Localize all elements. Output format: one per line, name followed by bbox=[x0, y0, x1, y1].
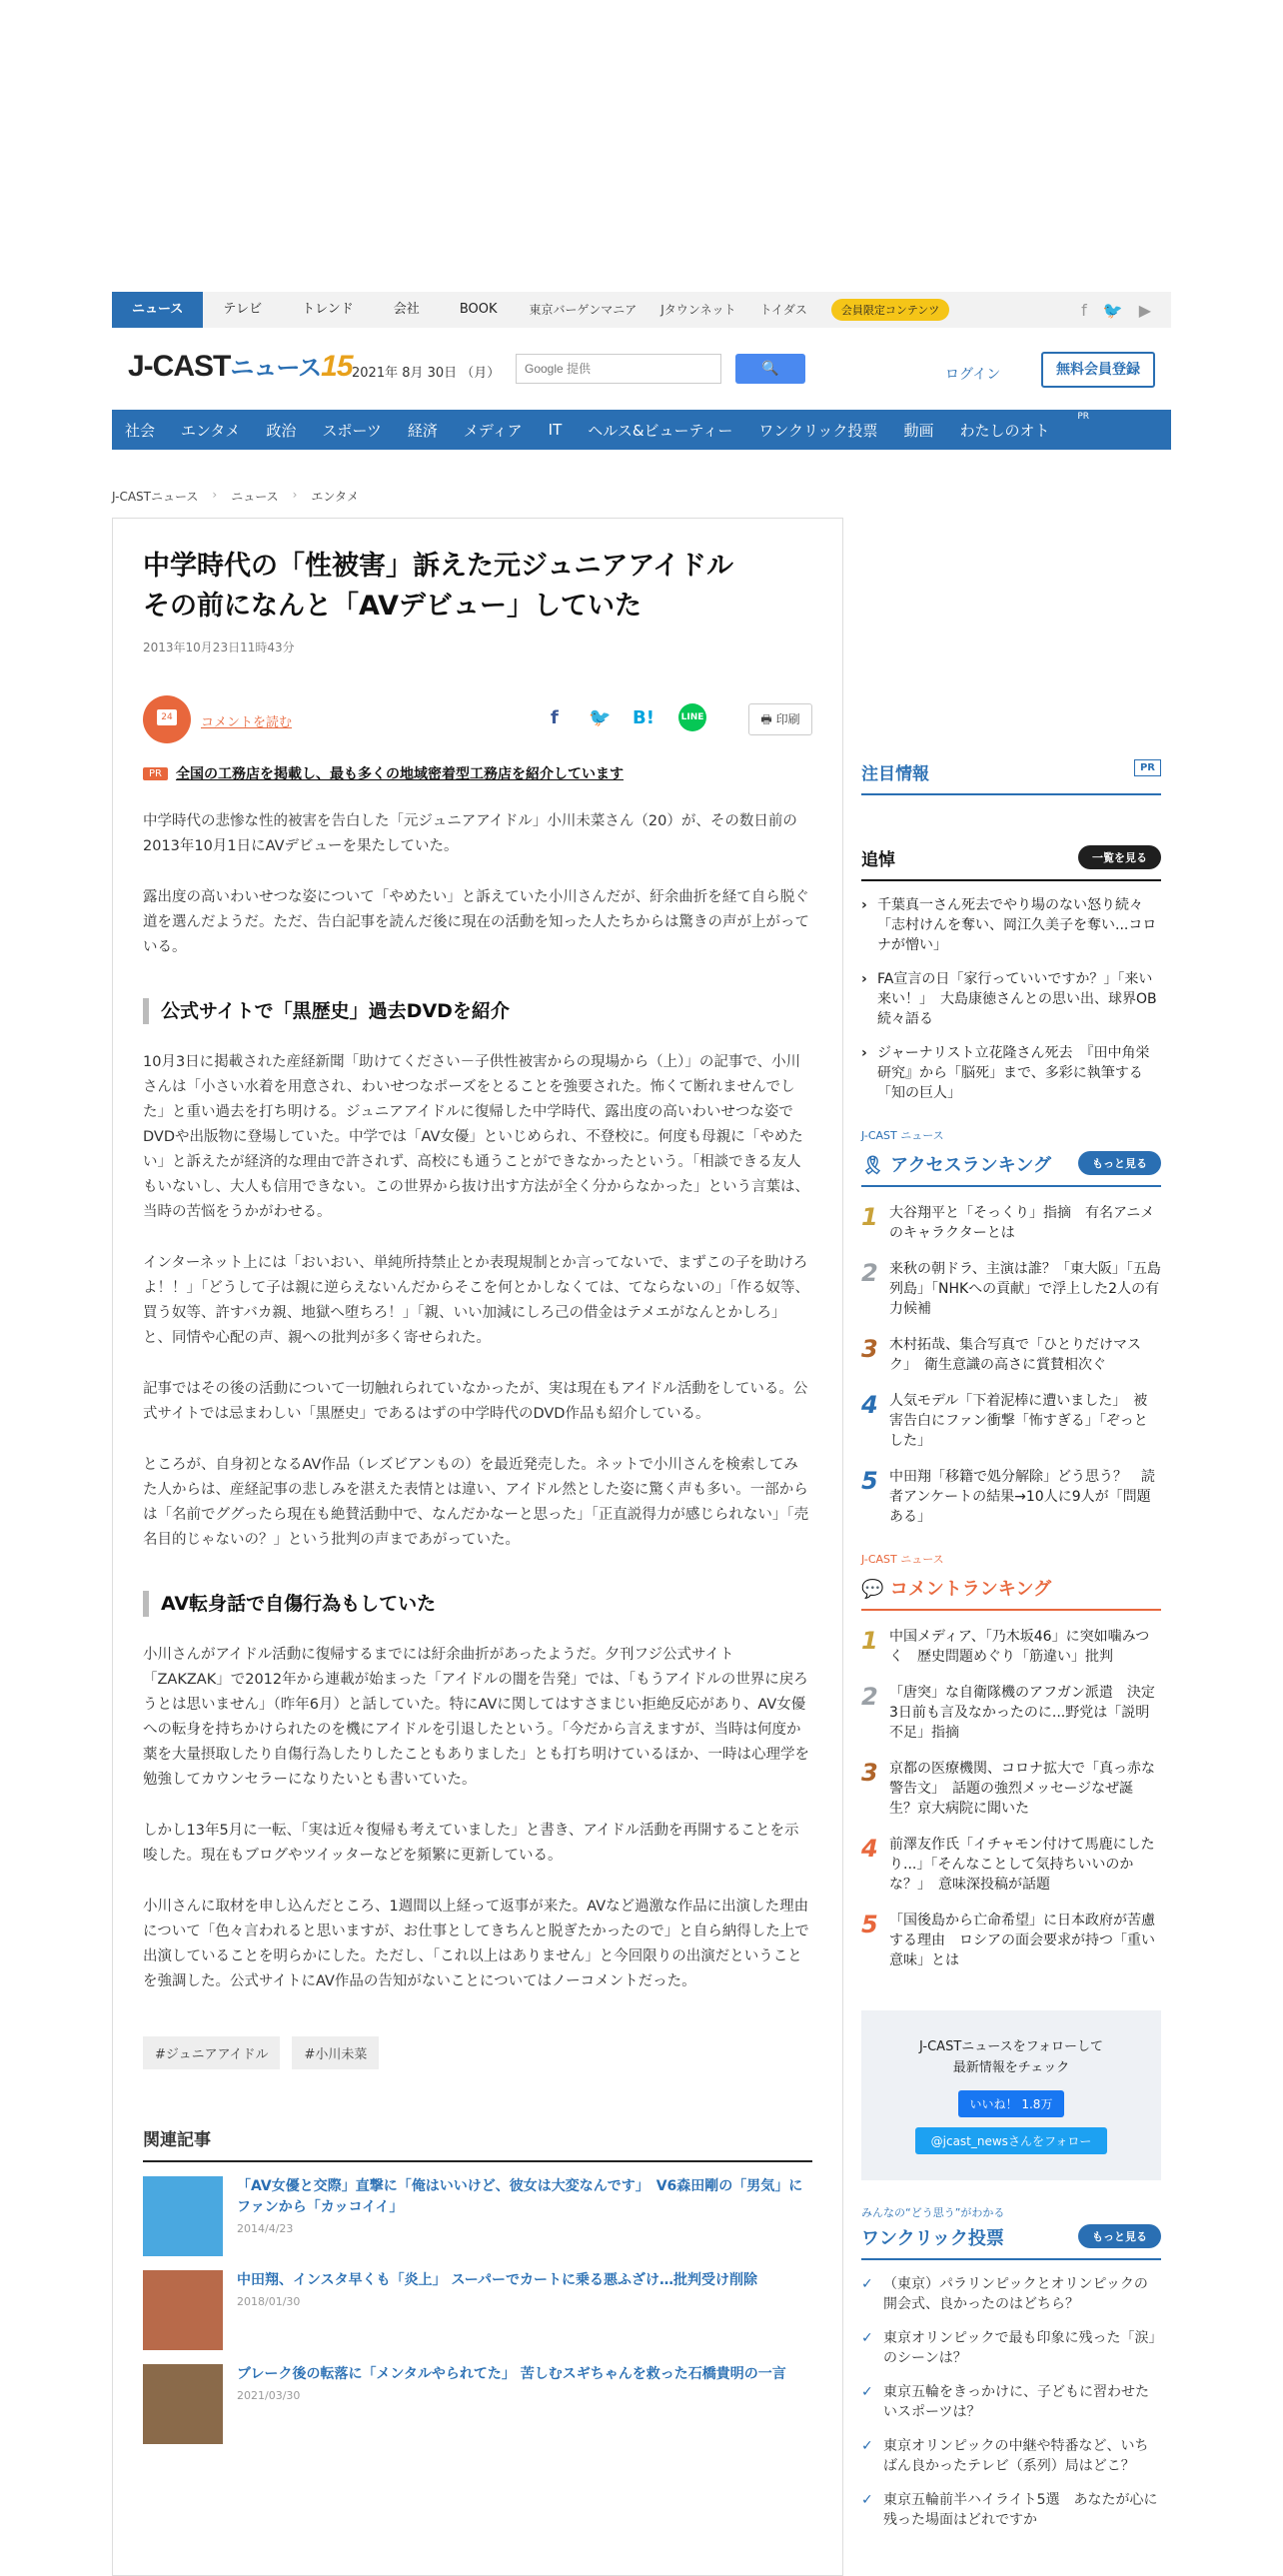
twitter-icon[interactable]: 🐦 bbox=[1102, 300, 1123, 320]
poll-item[interactable]: ✓ 東京オリンピックの中継や特番など、いちばん良かったテレビ（系列）局はどこ？ bbox=[861, 2436, 1161, 2476]
ranking-item[interactable]: 5 「国後島から亡命希望」に日本政府が苦慮する理由 ロシアの面会要求が持つ「重い意味」とは bbox=[861, 1911, 1155, 1968]
related-thumbnail[interactable] bbox=[143, 2176, 223, 2256]
share-bar bbox=[143, 695, 812, 743]
topnav-news[interactable]: ニュース bbox=[112, 292, 203, 328]
related-thumbnail[interactable] bbox=[143, 2364, 223, 2444]
section-heading: AV転身話で自傷行為もしていた bbox=[143, 1591, 812, 1617]
youtube-icon[interactable]: ▶ bbox=[1138, 300, 1151, 320]
speech-bubble-icon: 💬 bbox=[861, 1579, 884, 1600]
cat-politics[interactable]: 政治 bbox=[266, 421, 297, 440]
article-title: 中学時代の「性被害」訴えた元ジュニアアイドル その前になんと「AVデビュー」していた bbox=[143, 551, 734, 622]
pr-line[interactable] bbox=[143, 763, 812, 783]
paragraph: 10月3日に掲載された産経新聞「助けてください－子供性被害からの現場から（上）」の記事で、小川さんは「小さい水着を用意され、わいせつなポーズをとることを強要された。怖くて断れませんでした」と重い過去を打ち明ける。ジュニアアイドルに復帰した中学時代、露出度の高いわいせつな姿でDVDや出版物に登場していた。中学では「AV女優」といじめられ、不登校に。何度も母親に「やめたい」と訴えたが経済的な理由で許されず、高校にも通うことができなかったという。「相談できる友人もいないし、大人も信用できない。この世界から抜け出す方法が全く分からなかった」という言葉は、当時の苦悩をうかがわせる。 bbox=[143, 1054, 809, 1220]
related-heading: 関連記事 bbox=[143, 2125, 812, 2162]
category-nav bbox=[112, 410, 1171, 450]
search-button[interactable] bbox=[735, 354, 805, 384]
search-input[interactable] bbox=[516, 354, 721, 384]
ribbon-icon: 🎗 bbox=[861, 1155, 884, 1176]
poll-item[interactable]: ✓ 東京オリンピックで最も印象に残った「涙」のシーンは？ bbox=[861, 2328, 1161, 2368]
cat-sports[interactable]: スポーツ bbox=[322, 421, 382, 440]
current-date: 2021年 8月 30日 （月） bbox=[352, 366, 501, 381]
paragraph: 露出度の高いわいせつな姿について「やめたい」と訴えていた小川さんだが、紆余曲折を経て自ら脱ぐ道を選んだようだ。ただ、告白記事を読んだ後に現在の活動を知った人たちからは驚きの声が上がっている。 bbox=[143, 889, 809, 955]
print-button[interactable]: 🖶 印刷 bbox=[748, 703, 812, 735]
cat-entame[interactable]: エンタメ bbox=[181, 421, 241, 440]
article bbox=[112, 518, 843, 2576]
topnav-jtown[interactable]: Jタウンネット bbox=[660, 303, 736, 317]
ranking-item[interactable]: 3 京都の医療機関、コロナ拡大で「真っ赤な警告文」 話題の強烈メッセージなぜ誕生？京大病院に聞いた bbox=[861, 1759, 1155, 1817]
crumb-news[interactable]: ニュース bbox=[231, 490, 279, 504]
cat-health[interactable]: ヘルス&ビューティー bbox=[588, 421, 733, 440]
section-heading: 公式サイトで「黒歴史」過去DVDを紹介 bbox=[143, 998, 812, 1024]
hatena-share-icon[interactable]: B! bbox=[633, 707, 654, 728]
related-item[interactable]: 「AV女優と交際」直撃に「俺はいいけど、彼女は大変なんです」 V6森田剛の「男気」にファンから「カッコイイ」 2014/4/23 bbox=[143, 2176, 812, 2256]
ranking-item[interactable]: 2 来秋の朝ドラ、主演は誰？「東大阪」「五島列島」「NHKへの貢献」で浮上した2人の有力候補 bbox=[861, 1259, 1161, 1317]
poll-item[interactable]: ✓ 東京五輪をきっかけに、子どもに習わせたいスポーツは？ bbox=[861, 2382, 1161, 2422]
follow-box bbox=[861, 2010, 1161, 2180]
tag[interactable]: #ジュニアアイドル bbox=[143, 2036, 280, 2069]
topnav-trend[interactable]: トレンド bbox=[302, 302, 354, 317]
line-share-icon[interactable]: LINE bbox=[678, 703, 706, 731]
comment-icon[interactable]: 24 bbox=[143, 695, 191, 743]
site-header bbox=[112, 340, 1171, 400]
follow-text: J-CASTニュースをフォローして 最新情報をチェック bbox=[919, 2039, 1103, 2075]
cat-economy[interactable]: 経済 bbox=[407, 421, 438, 440]
topnav-book[interactable]: BOOK bbox=[459, 302, 498, 317]
login-link[interactable]: ログイン bbox=[945, 367, 1001, 383]
paragraph: 小川さんがアイドル活動に復帰するまでには紆余曲折があったようだ。夕刊フジ公式サイト「ZAKZAK」で2012年から連載が始まった「アイドルの闇を告発」では、「もうアイドルの世界に戻ろうとは思いません」（昨年6月）と話していた。特にAVに関してはすさまじい拒絶反応があり、AV女優への転身を持ちかけられたのを機にアイドルを引退したという。「今だから言えますが、当時は何度か薬を大量摂取したり自傷行為したりしたこともありました」とも打ち明けているほか、一時は心理学を勉強してカウンセラーになりたいとも書いていた。 bbox=[143, 1647, 809, 1788]
poll-heading: ワンクリック投票 もっと見る bbox=[861, 2224, 1161, 2260]
article-date: 2013年10月23日11時43分 bbox=[143, 641, 295, 654]
cat-video[interactable]: 動画 bbox=[903, 421, 934, 440]
tag-list bbox=[143, 2036, 812, 2069]
facebook-share-icon[interactable]: f bbox=[551, 707, 559, 728]
read-comments-link[interactable]: コメントを読む bbox=[201, 715, 293, 730]
sidebar bbox=[861, 759, 1161, 2530]
poll-label: みんなの“どう思う”がわかる bbox=[861, 2206, 1005, 2219]
cat-media[interactable]: メディア bbox=[463, 421, 523, 440]
poll-more-button[interactable]: もっと見る bbox=[1078, 2224, 1161, 2248]
paragraph: 小川さんに取材を申し込んだところ、1週間以上経って返事が来た。AVなど過激な作品に出演した理由について「色々言われると思いますが、お仕事としてきちんと脱ぎたかったので」と自ら納得した上で出演していることを明らかにした。ただし、「これ以上はありません」と今回限りの出演だということを強調した。公式サイトにAV作品の告知がないことについてはノーコメントだった。 bbox=[143, 1899, 809, 1989]
topnav-company[interactable]: 会社 bbox=[393, 302, 420, 317]
ranking-item[interactable]: 1 中国メディア、「乃木坂46」に突如噛みつく 歴史問題めぐり「筋違い」批判 bbox=[861, 1627, 1150, 1665]
site-logo[interactable]: J-CASTニュース15 bbox=[128, 350, 353, 383]
paragraph: しかし13年5月に一転、「実は近々復帰も考えていました」と書き、アイドル活動を再開することを示唆した。現在もブログやツイッターなどを頻繁に更新している。 bbox=[143, 1823, 799, 1864]
attention-heading: 注目情報 PR bbox=[861, 759, 1161, 795]
paragraph: 記事ではその後の活動について一切触れられていなかったが、実は現在もアイドル活動をしている。公式サイトでは忌まわしい「黒歴史」であるはずの中学時代のDVD作品も紹介している。 bbox=[143, 1381, 808, 1422]
member-content-badge[interactable]: 会員限定コンテンツ bbox=[831, 299, 949, 321]
list-item[interactable]: › FA宣言の日「家行っていいですか？」「来い来い！」 大島康徳さんとの思い出、球界OB続々語る bbox=[861, 969, 1161, 1029]
ranking-item[interactable]: 5 中田翔「移籍で処分解除」どう思う？ 読者アンケートの結果→10人に9人が「問題ある」 bbox=[861, 1467, 1155, 1525]
access-more-button[interactable]: もっと見る bbox=[1078, 1151, 1161, 1175]
facebook-like-button[interactable]: いいね！ 1.8万 bbox=[958, 2090, 1065, 2117]
access-ranking-heading: 🎗 アクセスランキング もっと見る bbox=[861, 1151, 1161, 1187]
ranking-item[interactable]: 4 前澤友作氏「イチャモン付けて馬鹿にしたり...」「そんなことして気持ちいいのかな？」 意味深投稿が話題 bbox=[861, 1835, 1155, 1893]
comment-ranking-heading: 💬 コメントランキング bbox=[861, 1575, 1161, 1611]
access-label: J-CAST ニュース bbox=[861, 1129, 944, 1142]
related-thumbnail[interactable] bbox=[143, 2270, 223, 2350]
poll-item[interactable]: ✓ 東京五輪前半ハイライト5選 あなたが心に残った場面はどれですか bbox=[861, 2490, 1161, 2530]
topnav-toidas[interactable]: トイダス bbox=[759, 303, 807, 317]
social-icons bbox=[1081, 301, 1171, 320]
ranking-item[interactable]: 4 人気モデル「下着泥棒に遭いました」 被害告白にファン衝撃「怖すぎる」「ぞっとした」 bbox=[861, 1391, 1148, 1449]
twitter-share-icon[interactable]: 🐦 bbox=[589, 707, 612, 728]
catnav-pr-label: PR bbox=[1077, 412, 1089, 422]
breadcrumb: J-CASTニュース › ニュース › エンタメ bbox=[112, 488, 359, 504]
cat-society[interactable]: 社会 bbox=[125, 421, 156, 440]
paragraph: インターネット上には「おいおい、単純所持禁止とか表現規制とか言ってないで、まずこの子を助けろよ！！」「どうして子は親に逆らえないんだからそこを何とかしなくては、てならないの」「作る奴等、買う奴等、許すバカ親、地獄へ堕ちろ！」「親、いい加減にしろ己の借金はテメエがなんとかしろ」と、同情や心配の声、親への批判が多く寄せられた。 bbox=[143, 1255, 809, 1346]
list-item[interactable]: › 千葉真一さん死去でやり場のない怒り続々 「志村けんを奪い、岡江久美子を奪い...コロナが憎い」 bbox=[861, 895, 1161, 955]
topnav-tv[interactable]: テレビ bbox=[223, 302, 263, 317]
cat-watashi[interactable]: わたしのオト bbox=[959, 421, 1050, 440]
facebook-icon[interactable]: f bbox=[1081, 300, 1087, 320]
ranking-item[interactable]: 2 「唐突」な自衛隊機のアフガン派遣 決定3日前も言及なかったのに...野党は「説明不足」指摘 bbox=[861, 1683, 1155, 1741]
tsuito-more-button[interactable]: 一覧を見る bbox=[1078, 845, 1161, 869]
pr-text[interactable]: 全国の工務店を掲載し、最も多くの地域密着型工務店を紹介しています bbox=[175, 766, 624, 782]
tag[interactable]: #小川未菜 bbox=[292, 2036, 379, 2069]
related-item[interactable]: ブレーク後の転落に「メンタルやられてた」 苦しむスギちゃんを救った石橋貴明の一言 2021/03/30 bbox=[143, 2364, 812, 2444]
topnav-bargain[interactable]: 東京バーゲンマニア bbox=[529, 303, 638, 317]
crumb-entame[interactable]: エンタメ bbox=[311, 490, 359, 504]
top-nav bbox=[112, 292, 1171, 328]
crumb-jcast[interactable]: J-CASTニュース bbox=[112, 490, 199, 504]
tsuito-heading: 追悼 一覧を見る bbox=[861, 845, 1161, 881]
poll-item[interactable]: ✓ （東京）パラリンピックとオリンピックの開会式、良かったのはどちら？ bbox=[861, 2274, 1161, 2314]
printer-icon: 🖶 bbox=[760, 712, 776, 726]
cat-it[interactable]: IT bbox=[548, 421, 563, 439]
ranking-item[interactable]: 3 木村拓哉、集合写真で「ひとりだけマスク」 衛生意識の高さに賞賛相次ぐ bbox=[861, 1335, 1141, 1373]
paragraph: 中学時代の悲惨な性的被害を告白した「元ジュニアアイドル」小川未菜さん（20）が、その数日前の2013年10月1日にAVデビューを果たしていた。 bbox=[143, 813, 797, 854]
register-button[interactable]: 無料会員登録 bbox=[1041, 352, 1155, 388]
cat-vote[interactable]: ワンクリック投票 bbox=[758, 421, 878, 440]
pr-tag: PR bbox=[143, 767, 168, 780]
ranking-item[interactable]: 1 大谷翔平と「そっくり」指摘 有名アニメのキャラクターとは bbox=[861, 1203, 1155, 1241]
twitter-follow-button[interactable]: @jcast_newsさんをフォロー bbox=[915, 2127, 1108, 2154]
paragraph: ところが、自身初となるAV作品（レズビアンもの）を最近発売した。ネットで小川さんを検索してみた人からは、産経記事の悲しみを湛えた表情とは違い、アイドル然とした姿に驚く声も多い。一部からは「名前でググったら現在も絶賛活動中で、なんだかなーと思った」「正直説得力が感じられない」「売名目的じゃないの？」という批判の声まであがっていた。 bbox=[143, 1457, 809, 1548]
comment-label: J-CAST ニュース bbox=[861, 1553, 944, 1566]
related-item[interactable]: 中田翔、インスタ早くも「炎上」 スーパーでカートに乗る悪ふざけ…批判受け削除 2018/01/30 bbox=[143, 2270, 812, 2350]
list-item[interactable]: › ジャーナリスト立花隆さん死去 『田中角栄研究』から「脳死」まで、多彩に執筆する「知の巨人」 bbox=[861, 1043, 1161, 1103]
search-icon: 🔍 bbox=[761, 361, 779, 377]
